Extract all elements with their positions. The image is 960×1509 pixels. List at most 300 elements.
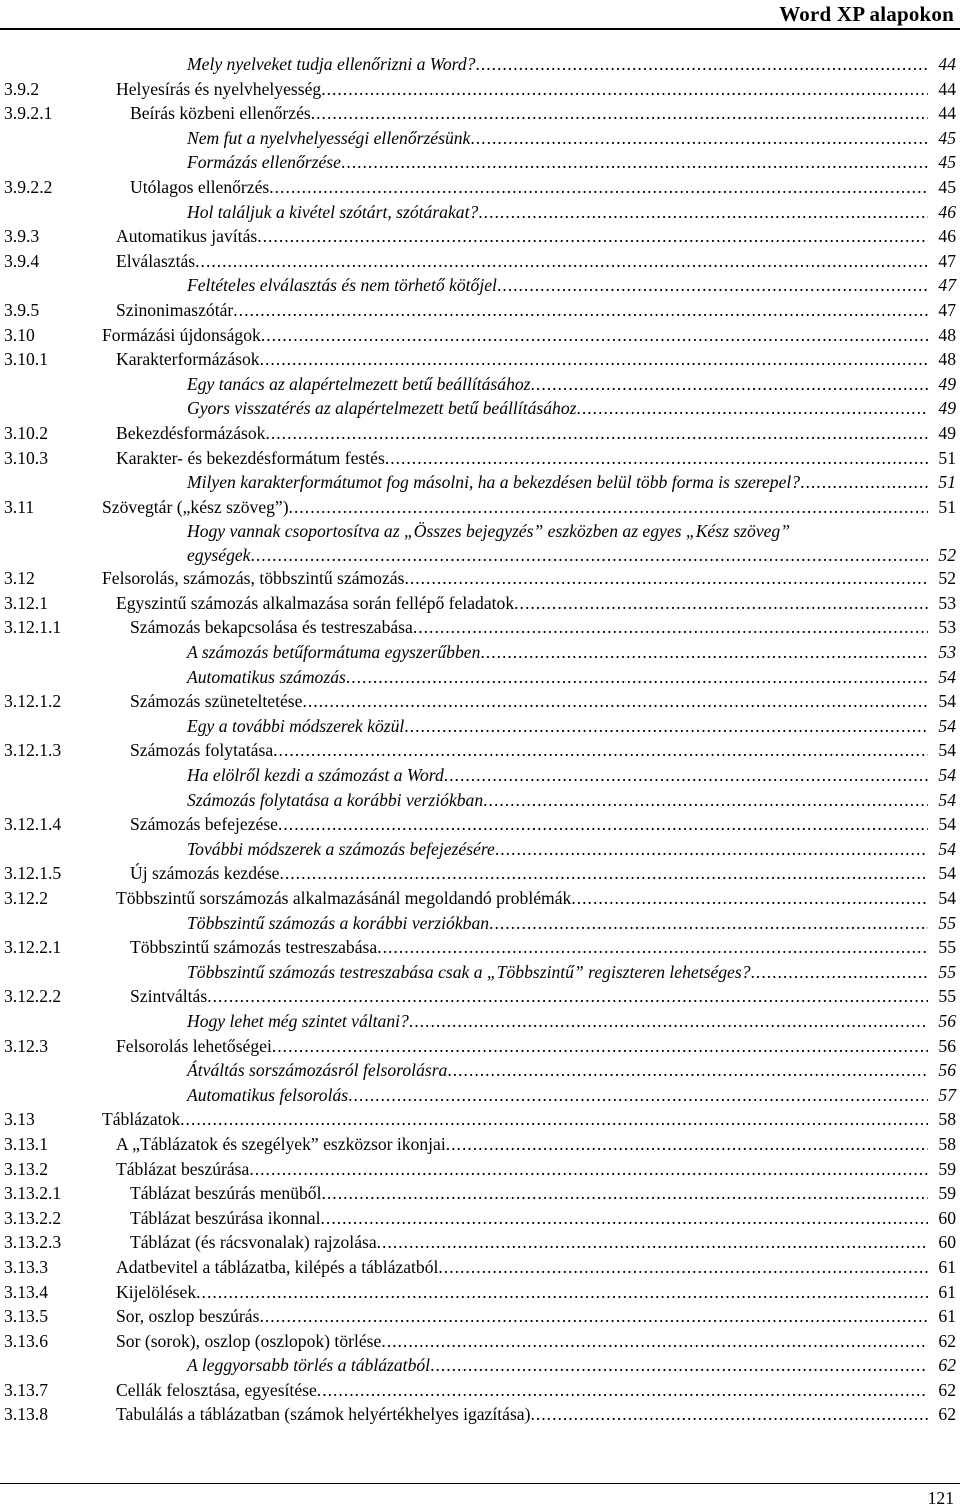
- dot-leader: [430, 1353, 928, 1378]
- toc-entry-title: Sor (sorok), oszlop (oszlopok) törlése: [116, 1330, 382, 1351]
- dot-leader: [571, 886, 928, 911]
- dot-leader: [311, 101, 928, 126]
- dot-leader: [346, 665, 928, 690]
- toc-entry-text-wrap: [187, 788, 928, 813]
- table-of-contents: [0, 52, 960, 1427]
- toc-entry-text-wrap: [102, 323, 928, 348]
- toc-entry-text-wrap: [116, 298, 928, 323]
- toc-entry-number: 3.13: [4, 1109, 35, 1130]
- dot-leader: [475, 52, 928, 77]
- toc-entry-page: 62: [938, 1379, 956, 1400]
- toc-entry-page: 57: [938, 1084, 956, 1105]
- toc-entry-number: 3.13.8: [4, 1404, 48, 1425]
- toc-entry[interactable]: [0, 640, 960, 665]
- toc-entry-number: 3.12.1.1: [4, 617, 62, 638]
- toc-entry-text-wrap: [130, 689, 928, 714]
- toc-entry-number: 3.13.2.1: [4, 1183, 62, 1204]
- dot-leader: [233, 298, 928, 323]
- toc-entry[interactable]: [0, 665, 960, 690]
- toc-entry-number: 3.12.3: [4, 1035, 48, 1056]
- toc-entry-title: Elválasztás: [116, 250, 196, 271]
- toc-entry-number: 3.12: [4, 568, 35, 589]
- toc-entry-title: Szövegtár („kész szöveg”): [102, 496, 289, 517]
- toc-entry-page: 47: [938, 275, 956, 296]
- toc-entry[interactable]: [0, 837, 960, 862]
- toc-entry-title: Számozás folytatása: [130, 740, 274, 761]
- toc-entry[interactable]: [0, 175, 960, 200]
- toc-entry-number: 3.12.1.3: [4, 740, 62, 761]
- toc-entry[interactable]: [0, 1353, 960, 1378]
- toc-entry-title: Beírás közbeni ellenőrzés: [130, 103, 311, 124]
- dot-leader: [195, 249, 928, 274]
- toc-entry[interactable]: [0, 788, 960, 813]
- toc-entry-page: 54: [938, 838, 956, 859]
- toc-entry-text-wrap: [130, 984, 928, 1009]
- toc-entry-page: 53: [938, 592, 956, 613]
- toc-entry-title: Helyesírás és nyelvhelyesség: [116, 78, 322, 99]
- toc-entry-title: Számozás bekapcsolása és testreszabása: [130, 617, 413, 638]
- dot-leader: [478, 200, 928, 225]
- dot-leader: [446, 1132, 928, 1157]
- toc-entry-title: A leggyorsabb törlés a táblázatból: [187, 1355, 431, 1376]
- toc-entry-text-wrap: [130, 935, 928, 960]
- toc-entry[interactable]: [0, 1304, 960, 1329]
- toc-entry[interactable]: [0, 421, 960, 446]
- toc-entry-text-wrap: [187, 52, 928, 77]
- toc-entry-page: 52: [938, 568, 956, 589]
- toc-entry[interactable]: [0, 101, 960, 126]
- toc-entry-title: Táblázat (és rácsvonalak) rajzolása: [130, 1232, 377, 1253]
- toc-entry-page: 51: [938, 472, 956, 493]
- dot-leader: [489, 911, 928, 936]
- toc-entry-title: További módszerek a számozás befejezésére: [187, 838, 495, 859]
- dot-leader: [321, 1206, 928, 1231]
- dot-leader: [483, 788, 928, 813]
- toc-entry-title: Többszintű számozás testreszabása csak a „Többszintű” regiszteren lehetséges?: [187, 961, 751, 982]
- toc-entry-title: Számozás szüneteltetése: [130, 691, 303, 712]
- toc-entry-page: 44: [938, 103, 956, 124]
- toc-entry[interactable]: [0, 886, 960, 911]
- toc-entry-text-wrap: [116, 347, 928, 372]
- toc-entry-title: Cellák felosztása, egyesítése: [116, 1379, 317, 1400]
- toc-entry[interactable]: [0, 298, 960, 323]
- toc-entry-text-wrap: [116, 1157, 928, 1182]
- toc-entry-title: A „Táblázatok és szegélyek” eszközsor ikonjai: [116, 1133, 446, 1154]
- toc-entry-text-wrap: [130, 1181, 928, 1206]
- toc-entry-number: 3.12.1: [4, 592, 48, 613]
- toc-entry-text-wrap: [116, 446, 928, 471]
- toc-entry-page: 62: [938, 1404, 956, 1425]
- toc-entry[interactable]: [0, 224, 960, 249]
- toc-entry-page: 48: [938, 349, 956, 370]
- toc-entry-page: 62: [938, 1355, 956, 1376]
- toc-entry-number: 3.10.1: [4, 349, 48, 370]
- page-number: 121: [927, 1488, 954, 1508]
- toc-entry[interactable]: [0, 738, 960, 763]
- dot-leader: [269, 175, 928, 200]
- toc-entry[interactable]: [0, 1280, 960, 1305]
- toc-entry[interactable]: [0, 347, 960, 372]
- toc-entry-title: Kijelölések: [116, 1281, 197, 1302]
- toc-entry[interactable]: [0, 1157, 960, 1182]
- dot-leader: [259, 1304, 928, 1329]
- toc-entry-title: Új számozás kezdése: [130, 863, 280, 884]
- dot-leader: [180, 1107, 928, 1132]
- toc-entry-title: Egyszintű számozás alkalmazása során fellépő feladatok: [116, 592, 515, 613]
- dot-leader: [207, 984, 928, 1009]
- toc-entry-title: A számozás betűformátuma egyszerűbben: [187, 642, 481, 663]
- toc-entry-page: 48: [938, 324, 956, 345]
- toc-entry-number: 3.13.7: [4, 1379, 48, 1400]
- toc-entry-text-wrap: [187, 640, 928, 665]
- running-header-title: Word XP alapokon: [779, 2, 954, 26]
- toc-entry-page: 54: [938, 789, 956, 810]
- toc-entry-page: 49: [938, 398, 956, 419]
- toc-entry[interactable]: [0, 126, 960, 151]
- toc-entry-title: Bekezdésformázások: [116, 422, 266, 443]
- toc-entry[interactable]: [0, 714, 960, 739]
- dot-leader: [413, 615, 928, 640]
- toc-entry-number: 3.13.2: [4, 1158, 48, 1179]
- toc-entry-number: 3.13.2.2: [4, 1207, 62, 1228]
- toc-entry-page: 53: [938, 642, 956, 663]
- toc-entry[interactable]: [0, 519, 960, 566]
- toc-entry[interactable]: [0, 1230, 960, 1255]
- toc-entry-title: Hogy lehet még szintet váltani?: [187, 1010, 409, 1031]
- toc-entry[interactable]: [0, 1107, 960, 1132]
- toc-entry-title: Felsorolás lehetőségei: [116, 1035, 272, 1056]
- toc-entry-text-wrap: [187, 1058, 928, 1083]
- toc-entry-page: 58: [938, 1133, 956, 1154]
- toc-entry-title: Egy tanács az alapértelmezett betű beállításához: [187, 373, 531, 394]
- toc-entry-text-wrap: [116, 1280, 928, 1305]
- dot-leader: [377, 1230, 928, 1255]
- toc-entry-title: Tabulálás a táblázatban (számok helyértékhelyes igazítása): [116, 1404, 531, 1425]
- dot-leader: [322, 1181, 929, 1206]
- toc-entry-number: 3.12.1.5: [4, 863, 62, 884]
- toc-entry-text-wrap: [130, 861, 928, 886]
- toc-entry-page: 53: [938, 617, 956, 638]
- toc-entry-number: 3.11: [4, 496, 35, 517]
- toc-entry-text-wrap: [130, 615, 928, 640]
- toc-entry-text-wrap: [130, 101, 928, 126]
- toc-entry-number: 3.9.4: [4, 250, 40, 271]
- toc-entry-number: 3.13.4: [4, 1281, 48, 1302]
- toc-entry-page: 54: [938, 888, 956, 908]
- dot-leader: [260, 347, 928, 372]
- toc-entry-page: 59: [938, 1183, 956, 1204]
- toc-entry-text-wrap: [102, 1107, 928, 1132]
- toc-entry[interactable]: [0, 1206, 960, 1231]
- toc-entry-number: 3.12.2.1: [4, 937, 62, 958]
- toc-entry-title: Ha elölről kezdi a számozást a Word: [187, 765, 444, 786]
- toc-entry-page: 60: [938, 1232, 956, 1253]
- toc-entry-text-wrap: [130, 1206, 928, 1231]
- toc-entry[interactable]: [0, 495, 960, 520]
- toc-entry-page: 51: [938, 447, 956, 468]
- dot-leader: [302, 689, 928, 714]
- toc-entry-number: 3.9.5: [4, 299, 40, 320]
- toc-entry-title-continuation: [187, 543, 928, 568]
- toc-entry-page: 45: [938, 152, 956, 173]
- toc-entry-number: 3.13.6: [4, 1330, 48, 1351]
- toc-entry[interactable]: [0, 150, 960, 175]
- toc-entry-page: 49: [938, 422, 956, 443]
- toc-entry[interactable]: [0, 1378, 960, 1403]
- toc-entry[interactable]: [0, 1132, 960, 1157]
- toc-entry[interactable]: [0, 273, 960, 298]
- dot-leader: [800, 470, 928, 495]
- toc-entry[interactable]: [0, 1058, 960, 1083]
- toc-entry[interactable]: [0, 935, 960, 960]
- toc-entry-title: Adatbevitel a táblázatba, kilépés a táblázatból: [116, 1256, 439, 1277]
- toc-entry[interactable]: [0, 812, 960, 837]
- toc-entry-text-wrap: [116, 1329, 928, 1354]
- toc-entry-page: 44: [938, 54, 956, 74]
- toc-entry-title: Táblázatok: [102, 1109, 181, 1130]
- toc-entry-page: 61: [938, 1306, 956, 1327]
- toc-entry-page: 54: [938, 666, 956, 687]
- dot-leader: [251, 543, 929, 568]
- toc-entry-page: 56: [938, 1035, 956, 1056]
- dot-leader: [404, 714, 928, 739]
- toc-entry-number: 3.12.2.2: [4, 986, 62, 1007]
- toc-entry-text-wrap: [116, 77, 928, 102]
- toc-entry[interactable]: [0, 396, 960, 421]
- toc-entry-text-wrap: [187, 960, 928, 985]
- toc-entry-page: 60: [938, 1207, 956, 1228]
- toc-entry-page: 61: [938, 1256, 956, 1277]
- dot-leader: [497, 273, 928, 298]
- toc-entry-text-wrap: [130, 738, 928, 763]
- toc-entry-text-wrap: [187, 1009, 928, 1034]
- dot-leader: [377, 935, 928, 960]
- dot-leader: [444, 763, 928, 788]
- toc-entry-title: Egy a további módszerek közül: [187, 715, 405, 736]
- dot-leader: [514, 591, 928, 616]
- toc-entry-text-wrap: [187, 665, 928, 690]
- toc-entry-page: 54: [938, 715, 956, 736]
- dot-leader: [265, 421, 928, 446]
- dot-leader: [321, 77, 928, 102]
- dot-leader: [273, 738, 928, 763]
- toc-entry-text-wrap: [116, 1132, 928, 1157]
- toc-entry-number: 3.13.5: [4, 1306, 48, 1327]
- toc-entry-title: Táblázat beszúrása: [116, 1158, 250, 1179]
- toc-entry-page: 55: [938, 912, 956, 933]
- toc-entry[interactable]: [0, 323, 960, 348]
- toc-entry-title: Többszintű számozás testreszabása: [130, 937, 378, 958]
- toc-entry-text-wrap: [102, 566, 928, 591]
- toc-entry-page: 62: [938, 1330, 956, 1351]
- toc-entry-title: Formázás ellenőrzése: [187, 152, 341, 173]
- toc-entry-text-wrap: [187, 273, 928, 298]
- toc-entry-title: Karakter- és bekezdésformátum festés: [116, 447, 385, 468]
- toc-entry-title: Formázási újdonságok: [102, 324, 261, 345]
- toc-entry-title: Szintváltás: [130, 986, 208, 1007]
- toc-entry-title: Feltételes elválasztás és nem törhető kötőjel: [187, 275, 497, 296]
- toc-entry-text-wrap: [187, 1353, 928, 1378]
- toc-entry-page: 55: [938, 961, 956, 982]
- dot-leader: [531, 372, 928, 397]
- toc-entry-text-wrap: [187, 470, 928, 495]
- toc-entry-text-wrap: [116, 1402, 928, 1427]
- dot-leader: [348, 1083, 928, 1108]
- toc-entry-title: Átváltás sorszámozásról felsorolásra: [187, 1060, 448, 1081]
- toc-entry[interactable]: [0, 566, 960, 591]
- toc-entry-title: Mely nyelveket tudja ellenőrizni a Word?: [187, 54, 476, 74]
- toc-entry[interactable]: [0, 1402, 960, 1427]
- dot-leader: [278, 812, 928, 837]
- dot-leader: [317, 1378, 928, 1403]
- toc-entry-text-wrap: [102, 495, 928, 520]
- toc-entry-page: 51: [938, 496, 956, 517]
- toc-entry-text-wrap: [187, 837, 928, 862]
- toc-entry-title: Automatikus javítás: [116, 226, 258, 247]
- toc-entry-title: Sor, oszlop beszúrás: [116, 1306, 260, 1327]
- toc-entry[interactable]: [0, 200, 960, 225]
- toc-entry-number: 3.12.1.2: [4, 691, 62, 712]
- dot-leader: [480, 640, 928, 665]
- toc-entry[interactable]: [0, 1181, 960, 1206]
- dot-leader: [576, 396, 928, 421]
- toc-entry-page: 54: [938, 691, 956, 712]
- toc-entry[interactable]: [0, 689, 960, 714]
- toc-entry-text-wrap: [116, 886, 928, 911]
- toc-entry-text-wrap: [187, 763, 928, 788]
- dot-leader: [530, 1402, 928, 1427]
- toc-entry-number: 3.9.2: [4, 78, 40, 99]
- dot-leader: [279, 861, 928, 886]
- toc-entry-title: Hol találjuk a kivétel szótárt, szótárakat?: [187, 201, 479, 222]
- toc-entry[interactable]: [0, 615, 960, 640]
- toc-entry[interactable]: [0, 960, 960, 985]
- toc-entry-number: 3.10.3: [4, 447, 48, 468]
- toc-entry-page: 61: [938, 1281, 956, 1302]
- toc-entry[interactable]: [0, 1329, 960, 1354]
- toc-entry-text-wrap: [187, 150, 928, 175]
- toc-entry[interactable]: [0, 763, 960, 788]
- toc-entry-text-wrap: [130, 812, 928, 837]
- toc-entry-number: 3.13.1: [4, 1133, 48, 1154]
- toc-entry-title: Gyors visszatérés az alapértelmezett betű beállításához: [187, 398, 577, 419]
- toc-entry-title: Automatikus felsorolás: [187, 1084, 349, 1105]
- toc-entry-text-wrap: [116, 224, 928, 249]
- dot-leader: [751, 960, 928, 985]
- toc-entry-title: Táblázat beszúrása ikonnal: [130, 1207, 321, 1228]
- toc-entry-title: Felsorolás, számozás, többszintű számozás: [102, 568, 405, 589]
- toc-entry-page: 47: [938, 299, 956, 320]
- toc-entry[interactable]: [0, 372, 960, 397]
- dot-leader: [289, 495, 928, 520]
- toc-entry-page: 52: [938, 545, 956, 566]
- toc-entry-number: 3.9.3: [4, 226, 40, 247]
- toc-entry-title: Számozás folytatása a korábbi verziókban: [187, 789, 484, 810]
- toc-entry-page: 54: [938, 765, 956, 786]
- toc-entry[interactable]: [0, 470, 960, 495]
- dot-leader: [409, 1009, 928, 1034]
- toc-entry-number: 3.13.3: [4, 1256, 48, 1277]
- toc-entry[interactable]: [0, 249, 960, 274]
- toc-entry-number: 3.12.1.4: [4, 814, 62, 835]
- toc-entry-text-wrap: [116, 421, 928, 446]
- toc-entry-title: Táblázat beszúrás menüből: [130, 1183, 322, 1204]
- toc-entry-title: Hogy vannak csoportosítva az „Összes bejegyzés” eszközben az egyes „Kész szöveg”: [187, 521, 791, 542]
- toc-entry-number: 3.9.2.2: [4, 176, 53, 197]
- dot-leader: [470, 126, 928, 151]
- toc-entry-page: 45: [938, 127, 956, 148]
- toc-entry-text-wrap: [130, 175, 928, 200]
- toc-entry[interactable]: [0, 591, 960, 616]
- toc-entry[interactable]: [0, 984, 960, 1009]
- toc-entry-title: Többszintű számozás a korábbi verziókban: [187, 912, 490, 933]
- toc-entry-text-wrap: [130, 1230, 928, 1255]
- toc-entry-title: Többszintű sorszámozás alkalmazásánál megoldandó problémák: [116, 888, 572, 908]
- dot-leader: [404, 566, 928, 591]
- toc-entry[interactable]: [0, 861, 960, 886]
- toc-entry-page: 46: [938, 226, 956, 247]
- toc-entry-page: 55: [938, 937, 956, 958]
- footer-divider: [0, 1483, 960, 1484]
- toc-entry[interactable]: [0, 1255, 960, 1280]
- toc-entry-text-wrap: [187, 1083, 928, 1108]
- toc-entry-title: Szinonimaszótár: [116, 299, 234, 320]
- toc-entry-text-wrap: [187, 372, 928, 397]
- dot-leader: [447, 1058, 928, 1083]
- toc-entry-title: Karakterformázások: [116, 349, 260, 370]
- toc-entry-title: Számozás befejezése: [130, 814, 278, 835]
- toc-entry-page: 49: [938, 373, 956, 394]
- toc-entry-title: Nem fut a nyelvhelyességi ellenőrzésünk: [187, 127, 471, 148]
- toc-entry-text-wrap: [187, 200, 928, 225]
- toc-entry[interactable]: [0, 52, 960, 77]
- dot-leader: [385, 446, 928, 471]
- header-divider: [0, 28, 960, 30]
- toc-entry[interactable]: [0, 1034, 960, 1059]
- toc-entry-text-wrap: [116, 1304, 928, 1329]
- toc-entry-page: 56: [938, 1060, 956, 1081]
- toc-entry-text-wrap: [116, 249, 928, 274]
- toc-entry-text-wrap: [116, 1034, 928, 1059]
- dot-leader: [341, 150, 928, 175]
- toc-entry-page: 55: [938, 986, 956, 1007]
- toc-entry-page: 54: [938, 863, 956, 884]
- toc-entry[interactable]: [0, 446, 960, 471]
- toc-entry[interactable]: [0, 911, 960, 936]
- toc-entry[interactable]: [0, 77, 960, 102]
- dot-leader: [261, 323, 928, 348]
- dot-leader: [495, 837, 928, 862]
- toc-entry-text-wrap: [116, 591, 928, 616]
- toc-entry-number: 3.10: [4, 324, 35, 345]
- toc-entry[interactable]: [0, 1009, 960, 1034]
- toc-entry-page: 46: [938, 201, 956, 222]
- toc-entry-number: 3.10.2: [4, 422, 48, 443]
- toc-entry-page: 59: [938, 1158, 956, 1179]
- toc-entry-text-wrap: [187, 714, 928, 739]
- toc-entry-page: 47: [938, 250, 956, 271]
- toc-entry[interactable]: [0, 1083, 960, 1108]
- toc-entry-page: 45: [938, 176, 956, 197]
- dot-leader: [272, 1034, 928, 1059]
- toc-entry-page: 44: [938, 78, 956, 99]
- toc-entry-text-wrap: [116, 1378, 928, 1403]
- toc-entry-number: 3.9.2.1: [4, 103, 53, 124]
- toc-entry-text-wrap: [187, 126, 928, 151]
- toc-entry-page: 54: [938, 740, 956, 761]
- dot-leader: [257, 224, 928, 249]
- dot-leader: [196, 1280, 928, 1305]
